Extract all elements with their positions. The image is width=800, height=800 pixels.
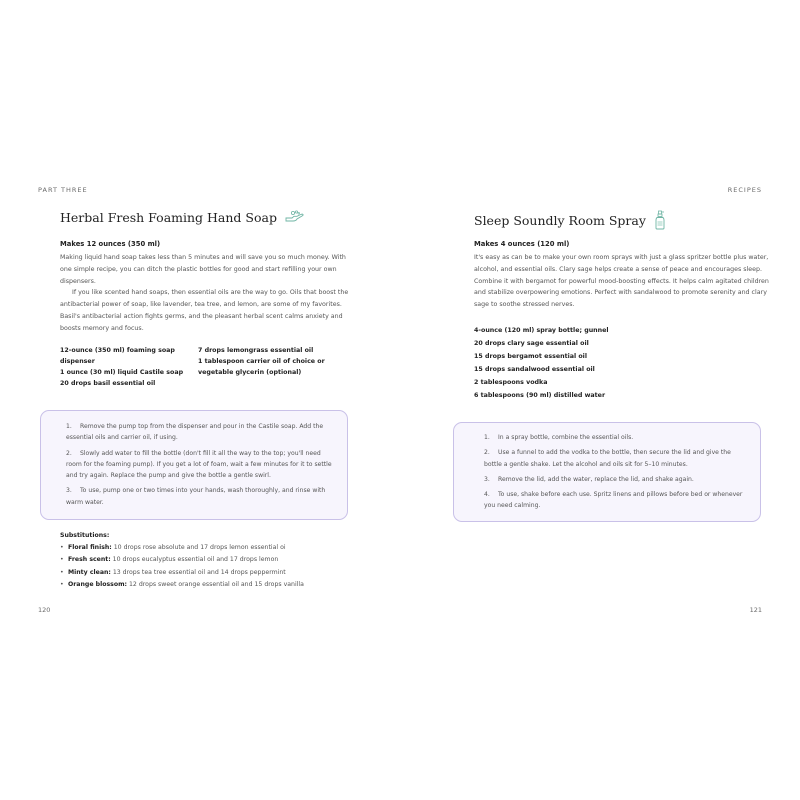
substitution-text: 13 drops tea tree essential oil and 14 drops peppermint (110, 568, 286, 576)
instructions (484, 432, 746, 516)
intro-text (60, 252, 350, 335)
recipe-title (474, 210, 666, 233)
ingredient: 7 drops lemongrass essential oil (198, 347, 314, 354)
page-number: 121 (749, 606, 762, 614)
spray-bottle-icon (654, 210, 666, 233)
step-number: 2. (66, 449, 72, 457)
substitution-item (60, 554, 360, 566)
substitution-label: Floral finish: (68, 544, 112, 551)
running-head: RECIPES (727, 186, 762, 194)
step-text: To use, pump one or two times into your hands, wash thoroughly, and rinse with warm water. (66, 487, 326, 506)
step (484, 489, 746, 512)
step (484, 447, 746, 470)
step (66, 485, 336, 508)
soap-hand-icon (285, 210, 305, 227)
step-number: 1. (484, 434, 490, 441)
ingredient: 4-ounce (120 ml) spray bottle; gunnel (474, 327, 609, 334)
step-number: 4. (484, 491, 490, 499)
step-number: 1. (66, 423, 72, 430)
step-text: Remove the lid, add the water, replace the lid, and shake again. (498, 475, 694, 483)
step (66, 448, 336, 482)
substitution-text: 10 drops eucalyptus essential oil and 17 drops lemon (110, 556, 279, 564)
step-text: To use, shake before each use. Spritz linens and pillows before bed or whenever you need calming. (484, 491, 743, 510)
ingredient: 6 tablespoons (90 ml) distilled water (474, 392, 606, 399)
ingredient: 15 drops sandalwood essential oil (474, 366, 595, 373)
step (484, 432, 746, 443)
recipe-title-text: Herbal Fresh Foaming Hand Soap (60, 210, 277, 225)
ingredient: 20 drops clary sage essential oil (474, 340, 589, 347)
ingredient: 12-ounce (350 ml) foaming soap dispenser (60, 347, 175, 365)
step (484, 474, 746, 485)
ingredient: 20 drops basil essential oil (60, 380, 156, 387)
substitution-text: 12 drops sweet orange essential oil and 15 drops vanilla (127, 581, 304, 589)
ingredient: 2 tablespoons vodka (474, 379, 548, 386)
step-text: Slowly add water to fill the bottle (don't fill it all the way to the top; you'll need room for the foaming pump). If you get a lot of foam, wait a few minutes for it to settle and try again. Replace the pump and give the bottle a gentle swirl. (66, 449, 332, 480)
substitution-label: Minty clean: (68, 568, 111, 576)
recipe-title-text: Sleep Soundly Room Spray (474, 213, 646, 228)
instructions (66, 421, 336, 512)
intro-paragraph: It's easy as can be to make your own room sprays with just a glass spritzer bottle plus water, alcohol, and essential oils. Clary sage helps create a sense of peace and encourages sleep. Combine it with bergamot for powerful mood-boosting effects. It helps calm agitated children and stabilize overpowering emotions. Perfect with sandalwood to promote serenity and clary sage to soothe stressed nerves. (474, 254, 769, 309)
ingredients-list (474, 324, 609, 402)
ingredients-list (198, 345, 348, 378)
ingredient: 1 tablespoon carrier oil of choice or vegetable glycerin (optional) (198, 358, 325, 376)
substitution-item (60, 579, 360, 591)
intro-text (474, 252, 770, 311)
step-text: Use a funnel to add the vodka to the bottle, then secure the lid and give the bottle a gentle shake. Let the alcohol and oils sit for 5–10 minutes. (484, 449, 731, 468)
recipe-title (60, 210, 305, 227)
step-number: 2. (484, 449, 490, 457)
substitutions-heading: Substitutions: (60, 532, 110, 539)
right-page (400, 0, 800, 800)
ingredient: 1 ounce (30 ml) liquid Castile soap (60, 369, 184, 376)
step (66, 421, 336, 444)
substitution-text: 10 drops rose absolute and 17 drops lemon essential oi (111, 544, 286, 551)
intro-paragraph: If you like scented hand soaps, then essential oils are the way to go. Oils that boost the antibacterial power of soap, like lavender, tea tree, and lemon, are some of my favorites. Basil's antibacterial action fights germs, and the pleasant herbal scent calms anxiety and boosts memory and focus. (60, 289, 349, 332)
running-head: PART THREE (38, 186, 88, 194)
page-number: 120 (38, 606, 51, 614)
substitution-item (60, 567, 360, 579)
step-number: 3. (66, 487, 72, 495)
yield: Makes 12 ounces (350 ml) (60, 240, 161, 248)
substitutions (60, 532, 360, 592)
substitution-label: Fresh scent: (68, 556, 111, 564)
ingredients-list (60, 345, 190, 389)
yield: Makes 4 ounces (120 ml) (474, 240, 570, 248)
intro-paragraph: Making liquid hand soap takes less than 5 minutes and will save you so much money. With one simple recipe, you can ditch the plastic bottles for good and start refilling your own dispensers. (60, 254, 346, 285)
step-text: In a spray bottle, combine the essential oils. (498, 434, 634, 441)
ingredient: 15 drops bergamot essential oil (474, 353, 588, 360)
substitution-item (60, 542, 360, 554)
substitution-label: Orange blossom: (68, 581, 128, 589)
step-text: Remove the pump top from the dispenser and pour in the Castile soap. Add the essential oils and carrier oil, if using. (66, 423, 324, 442)
step-number: 3. (484, 475, 490, 483)
